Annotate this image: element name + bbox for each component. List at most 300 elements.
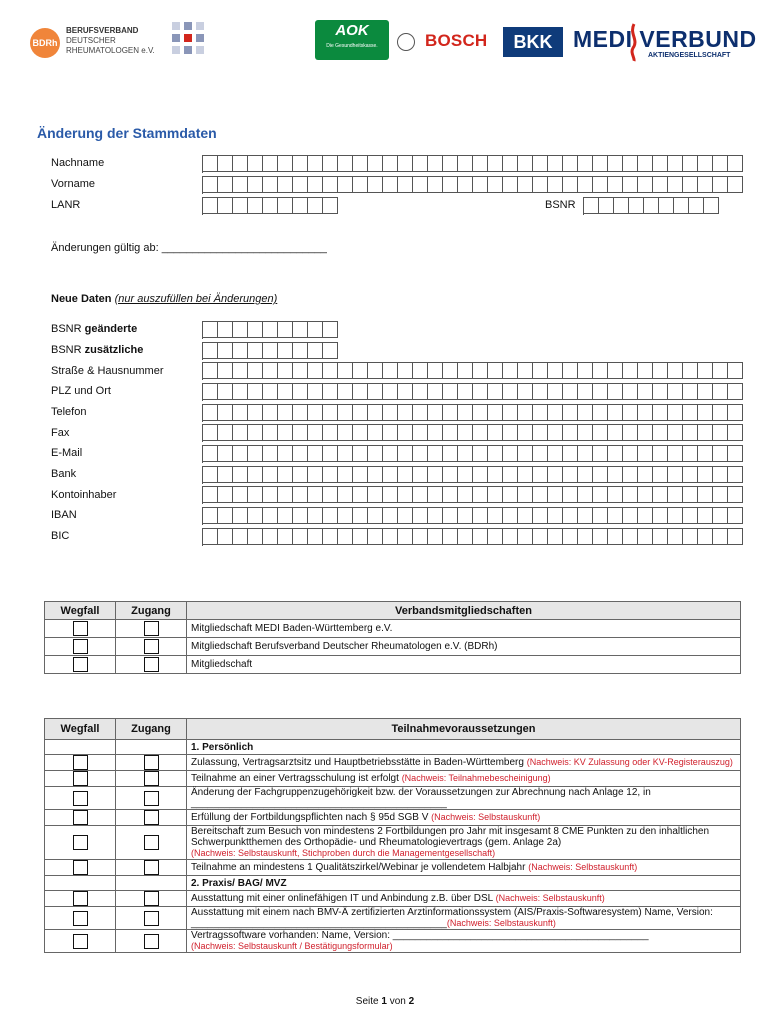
- char-cell[interactable]: [653, 156, 668, 172]
- char-cell[interactable]: [728, 405, 743, 421]
- char-cell[interactable]: [323, 384, 338, 400]
- char-cell[interactable]: [248, 425, 263, 441]
- char-cell[interactable]: [278, 198, 293, 214]
- char-cell[interactable]: [698, 508, 713, 524]
- char-cell[interactable]: [473, 508, 488, 524]
- char-cell[interactable]: [503, 508, 518, 524]
- char-cell[interactable]: [278, 363, 293, 379]
- char-cell[interactable]: [443, 405, 458, 421]
- char-cell[interactable]: [563, 446, 578, 462]
- char-cell[interactable]: [503, 425, 518, 441]
- char-cell[interactable]: [533, 156, 548, 172]
- wegfall-checkbox[interactable]: [73, 621, 88, 636]
- char-cell[interactable]: [338, 425, 353, 441]
- char-cell[interactable]: [443, 508, 458, 524]
- char-cell[interactable]: [428, 446, 443, 462]
- char-cell[interactable]: [398, 508, 413, 524]
- char-cell[interactable]: [473, 467, 488, 483]
- char-cell[interactable]: [338, 156, 353, 172]
- bsnr-zusaetzlich-input[interactable]: [202, 342, 338, 360]
- char-cell[interactable]: [578, 487, 593, 503]
- char-cell[interactable]: [713, 529, 728, 545]
- char-cell[interactable]: [638, 467, 653, 483]
- char-cell[interactable]: [593, 384, 608, 400]
- char-cell[interactable]: [458, 156, 473, 172]
- char-cell[interactable]: [263, 177, 278, 193]
- char-cell[interactable]: [338, 467, 353, 483]
- char-cell[interactable]: [263, 363, 278, 379]
- char-cell[interactable]: [593, 405, 608, 421]
- char-cell[interactable]: [278, 343, 293, 359]
- char-cell[interactable]: [563, 363, 578, 379]
- char-cell[interactable]: [593, 508, 608, 524]
- char-cell[interactable]: [638, 177, 653, 193]
- char-cell[interactable]: [308, 467, 323, 483]
- char-cell[interactable]: [398, 177, 413, 193]
- char-cell[interactable]: [728, 156, 743, 172]
- char-cell[interactable]: [503, 405, 518, 421]
- char-cell[interactable]: [563, 405, 578, 421]
- char-cell[interactable]: [383, 156, 398, 172]
- char-cell[interactable]: [308, 363, 323, 379]
- char-cell[interactable]: [518, 363, 533, 379]
- char-cell[interactable]: [233, 343, 248, 359]
- char-cell[interactable]: [248, 156, 263, 172]
- char-cell[interactable]: [413, 446, 428, 462]
- char-cell[interactable]: [728, 529, 743, 545]
- char-cell[interactable]: [518, 384, 533, 400]
- char-cell[interactable]: [698, 177, 713, 193]
- char-cell[interactable]: [308, 487, 323, 503]
- char-cell[interactable]: [578, 384, 593, 400]
- zugang-checkbox[interactable]: [144, 860, 159, 875]
- char-cell[interactable]: [218, 156, 233, 172]
- char-cell[interactable]: [503, 487, 518, 503]
- char-cell[interactable]: [278, 177, 293, 193]
- char-cell[interactable]: [383, 467, 398, 483]
- char-cell[interactable]: [413, 384, 428, 400]
- char-cell[interactable]: [353, 425, 368, 441]
- char-cell[interactable]: [593, 363, 608, 379]
- char-cell[interactable]: [518, 425, 533, 441]
- char-cell[interactable]: [503, 177, 518, 193]
- char-cell[interactable]: [338, 529, 353, 545]
- char-cell[interactable]: [308, 405, 323, 421]
- bic-input[interactable]: [202, 528, 743, 546]
- nachname-input[interactable]: [202, 155, 743, 173]
- char-cell[interactable]: [713, 384, 728, 400]
- char-cell[interactable]: [728, 363, 743, 379]
- char-cell[interactable]: [278, 487, 293, 503]
- char-cell[interactable]: [263, 405, 278, 421]
- char-cell[interactable]: [248, 322, 263, 338]
- char-cell[interactable]: [563, 529, 578, 545]
- char-cell[interactable]: [653, 363, 668, 379]
- char-cell[interactable]: [203, 467, 218, 483]
- char-cell[interactable]: [638, 156, 653, 172]
- char-cell[interactable]: [278, 508, 293, 524]
- char-cell[interactable]: [473, 529, 488, 545]
- char-cell[interactable]: [308, 156, 323, 172]
- zugang-checkbox[interactable]: [144, 835, 159, 850]
- char-cell[interactable]: [338, 405, 353, 421]
- char-cell[interactable]: [368, 467, 383, 483]
- char-cell[interactable]: [353, 363, 368, 379]
- char-cell[interactable]: [323, 508, 338, 524]
- char-cell[interactable]: [413, 487, 428, 503]
- char-cell[interactable]: [638, 425, 653, 441]
- char-cell[interactable]: [233, 529, 248, 545]
- char-cell[interactable]: [323, 467, 338, 483]
- char-cell[interactable]: [263, 467, 278, 483]
- char-cell[interactable]: [203, 177, 218, 193]
- char-cell[interactable]: [683, 156, 698, 172]
- char-cell[interactable]: [293, 467, 308, 483]
- char-cell[interactable]: [593, 446, 608, 462]
- char-cell[interactable]: [533, 405, 548, 421]
- char-cell[interactable]: [203, 446, 218, 462]
- char-cell[interactable]: [398, 363, 413, 379]
- char-cell[interactable]: [308, 446, 323, 462]
- strasse-input[interactable]: [202, 362, 743, 380]
- char-cell[interactable]: [233, 467, 248, 483]
- char-cell[interactable]: [263, 425, 278, 441]
- char-cell[interactable]: [413, 405, 428, 421]
- char-cell[interactable]: [653, 467, 668, 483]
- char-cell[interactable]: [323, 363, 338, 379]
- char-cell[interactable]: [428, 467, 443, 483]
- char-cell[interactable]: [233, 405, 248, 421]
- char-cell[interactable]: [323, 343, 338, 359]
- char-cell[interactable]: [653, 487, 668, 503]
- char-cell[interactable]: [308, 343, 323, 359]
- char-cell[interactable]: [638, 384, 653, 400]
- char-cell[interactable]: [698, 425, 713, 441]
- char-cell[interactable]: [323, 322, 338, 338]
- char-cell[interactable]: [383, 425, 398, 441]
- char-cell[interactable]: [428, 177, 443, 193]
- char-cell[interactable]: [218, 425, 233, 441]
- bsnr-geaendert-input[interactable]: [202, 321, 338, 339]
- char-cell[interactable]: [248, 384, 263, 400]
- email-input[interactable]: [202, 445, 743, 463]
- char-cell[interactable]: [668, 177, 683, 193]
- char-cell[interactable]: [353, 487, 368, 503]
- char-cell[interactable]: [263, 156, 278, 172]
- char-cell[interactable]: [728, 384, 743, 400]
- wegfall-checkbox[interactable]: [73, 911, 88, 926]
- char-cell[interactable]: [683, 467, 698, 483]
- char-cell[interactable]: [443, 425, 458, 441]
- char-cell[interactable]: [278, 156, 293, 172]
- char-cell[interactable]: [488, 467, 503, 483]
- char-cell[interactable]: [413, 425, 428, 441]
- char-cell[interactable]: [518, 487, 533, 503]
- char-cell[interactable]: [578, 425, 593, 441]
- char-cell[interactable]: [608, 384, 623, 400]
- char-cell[interactable]: [473, 384, 488, 400]
- char-cell[interactable]: [293, 198, 308, 214]
- char-cell[interactable]: [263, 508, 278, 524]
- char-cell[interactable]: [218, 343, 233, 359]
- char-cell[interactable]: [548, 508, 563, 524]
- wegfall-checkbox[interactable]: [73, 771, 88, 786]
- char-cell[interactable]: [218, 446, 233, 462]
- char-cell[interactable]: [323, 405, 338, 421]
- char-cell[interactable]: [458, 177, 473, 193]
- char-cell[interactable]: [713, 467, 728, 483]
- char-cell[interactable]: [263, 343, 278, 359]
- char-cell[interactable]: [683, 425, 698, 441]
- char-cell[interactable]: [278, 322, 293, 338]
- char-cell[interactable]: [368, 487, 383, 503]
- char-cell[interactable]: [578, 446, 593, 462]
- char-cell[interactable]: [398, 487, 413, 503]
- char-cell[interactable]: [653, 177, 668, 193]
- lanr-input[interactable]: [202, 197, 338, 215]
- char-cell[interactable]: [503, 529, 518, 545]
- char-cell[interactable]: [233, 446, 248, 462]
- char-cell[interactable]: [293, 384, 308, 400]
- char-cell[interactable]: [263, 198, 278, 214]
- char-cell[interactable]: [713, 405, 728, 421]
- char-cell[interactable]: [548, 487, 563, 503]
- char-cell[interactable]: [563, 467, 578, 483]
- char-cell[interactable]: [278, 405, 293, 421]
- char-cell[interactable]: [593, 177, 608, 193]
- zugang-checkbox[interactable]: [144, 810, 159, 825]
- char-cell[interactable]: [653, 384, 668, 400]
- char-cell[interactable]: [353, 529, 368, 545]
- char-cell[interactable]: [248, 363, 263, 379]
- char-cell[interactable]: [308, 384, 323, 400]
- char-cell[interactable]: [533, 177, 548, 193]
- char-cell[interactable]: [293, 156, 308, 172]
- char-cell[interactable]: [668, 529, 683, 545]
- char-cell[interactable]: [503, 363, 518, 379]
- char-cell[interactable]: [728, 508, 743, 524]
- char-cell[interactable]: [608, 156, 623, 172]
- char-cell[interactable]: [638, 487, 653, 503]
- char-cell[interactable]: [608, 177, 623, 193]
- char-cell[interactable]: [428, 508, 443, 524]
- zugang-checkbox[interactable]: [144, 934, 159, 949]
- wegfall-checkbox[interactable]: [73, 791, 88, 806]
- char-cell[interactable]: [338, 177, 353, 193]
- char-cell[interactable]: [428, 529, 443, 545]
- char-cell[interactable]: [293, 177, 308, 193]
- char-cell[interactable]: [728, 425, 743, 441]
- zugang-checkbox[interactable]: [144, 621, 159, 636]
- char-cell[interactable]: [458, 405, 473, 421]
- char-cell[interactable]: [533, 425, 548, 441]
- char-cell[interactable]: [368, 508, 383, 524]
- char-cell[interactable]: [698, 405, 713, 421]
- char-cell[interactable]: [278, 384, 293, 400]
- char-cell[interactable]: [383, 363, 398, 379]
- char-cell[interactable]: [458, 529, 473, 545]
- char-cell[interactable]: [293, 425, 308, 441]
- wegfall-checkbox[interactable]: [73, 639, 88, 654]
- char-cell[interactable]: [293, 322, 308, 338]
- vorname-input[interactable]: [202, 176, 743, 194]
- char-cell[interactable]: [218, 177, 233, 193]
- char-cell[interactable]: [518, 446, 533, 462]
- char-cell[interactable]: [608, 363, 623, 379]
- char-cell[interactable]: [548, 363, 563, 379]
- zugang-checkbox[interactable]: [144, 771, 159, 786]
- char-cell[interactable]: [623, 405, 638, 421]
- char-cell[interactable]: [533, 363, 548, 379]
- char-cell[interactable]: [548, 405, 563, 421]
- char-cell[interactable]: [698, 467, 713, 483]
- char-cell[interactable]: [503, 156, 518, 172]
- char-cell[interactable]: [593, 425, 608, 441]
- char-cell[interactable]: [428, 363, 443, 379]
- char-cell[interactable]: [293, 446, 308, 462]
- char-cell[interactable]: [593, 156, 608, 172]
- char-cell[interactable]: [233, 487, 248, 503]
- zugang-checkbox[interactable]: [144, 891, 159, 906]
- char-cell[interactable]: [383, 529, 398, 545]
- char-cell[interactable]: [233, 425, 248, 441]
- char-cell[interactable]: [608, 508, 623, 524]
- char-cell[interactable]: [683, 177, 698, 193]
- kontoinhaber-input[interactable]: [202, 486, 743, 504]
- char-cell[interactable]: [353, 446, 368, 462]
- char-cell[interactable]: [218, 322, 233, 338]
- wegfall-checkbox[interactable]: [73, 810, 88, 825]
- char-cell[interactable]: [458, 487, 473, 503]
- char-cell[interactable]: [293, 487, 308, 503]
- fax-input[interactable]: [202, 424, 743, 442]
- char-cell[interactable]: [668, 384, 683, 400]
- char-cell[interactable]: [713, 425, 728, 441]
- char-cell[interactable]: [698, 363, 713, 379]
- char-cell[interactable]: [653, 405, 668, 421]
- char-cell[interactable]: [383, 487, 398, 503]
- char-cell[interactable]: [383, 384, 398, 400]
- char-cell[interactable]: [458, 508, 473, 524]
- char-cell[interactable]: [668, 467, 683, 483]
- char-cell[interactable]: [599, 198, 614, 214]
- char-cell[interactable]: [689, 198, 704, 214]
- char-cell[interactable]: [248, 343, 263, 359]
- char-cell[interactable]: [233, 322, 248, 338]
- char-cell[interactable]: [443, 156, 458, 172]
- char-cell[interactable]: [233, 508, 248, 524]
- char-cell[interactable]: [503, 384, 518, 400]
- char-cell[interactable]: [704, 198, 719, 214]
- char-cell[interactable]: [308, 425, 323, 441]
- char-cell[interactable]: [518, 177, 533, 193]
- char-cell[interactable]: [398, 405, 413, 421]
- char-cell[interactable]: [488, 177, 503, 193]
- char-cell[interactable]: [503, 446, 518, 462]
- char-cell[interactable]: [518, 529, 533, 545]
- char-cell[interactable]: [578, 363, 593, 379]
- char-cell[interactable]: [443, 177, 458, 193]
- char-cell[interactable]: [263, 446, 278, 462]
- char-cell[interactable]: [203, 384, 218, 400]
- char-cell[interactable]: [578, 467, 593, 483]
- char-cell[interactable]: [323, 529, 338, 545]
- char-cell[interactable]: [308, 177, 323, 193]
- wegfall-checkbox[interactable]: [73, 934, 88, 949]
- char-cell[interactable]: [233, 156, 248, 172]
- zugang-checkbox[interactable]: [144, 755, 159, 770]
- char-cell[interactable]: [623, 384, 638, 400]
- char-cell[interactable]: [338, 363, 353, 379]
- char-cell[interactable]: [563, 508, 578, 524]
- char-cell[interactable]: [698, 446, 713, 462]
- char-cell[interactable]: [584, 198, 599, 214]
- char-cell[interactable]: [203, 198, 218, 214]
- char-cell[interactable]: [443, 363, 458, 379]
- char-cell[interactable]: [203, 156, 218, 172]
- char-cell[interactable]: [473, 177, 488, 193]
- char-cell[interactable]: [293, 405, 308, 421]
- char-cell[interactable]: [233, 384, 248, 400]
- char-cell[interactable]: [233, 177, 248, 193]
- char-cell[interactable]: [368, 529, 383, 545]
- char-cell[interactable]: [473, 363, 488, 379]
- char-cell[interactable]: [533, 487, 548, 503]
- char-cell[interactable]: [473, 425, 488, 441]
- char-cell[interactable]: [263, 384, 278, 400]
- char-cell[interactable]: [203, 343, 218, 359]
- char-cell[interactable]: [323, 156, 338, 172]
- char-cell[interactable]: [698, 156, 713, 172]
- bsnr-input[interactable]: [583, 197, 719, 215]
- char-cell[interactable]: [683, 446, 698, 462]
- char-cell[interactable]: [473, 487, 488, 503]
- char-cell[interactable]: [533, 508, 548, 524]
- char-cell[interactable]: [428, 405, 443, 421]
- char-cell[interactable]: [713, 508, 728, 524]
- char-cell[interactable]: [248, 446, 263, 462]
- char-cell[interactable]: [578, 405, 593, 421]
- char-cell[interactable]: [218, 405, 233, 421]
- char-cell[interactable]: [668, 363, 683, 379]
- char-cell[interactable]: [713, 363, 728, 379]
- char-cell[interactable]: [338, 446, 353, 462]
- char-cell[interactable]: [413, 467, 428, 483]
- char-cell[interactable]: [548, 446, 563, 462]
- char-cell[interactable]: [323, 446, 338, 462]
- char-cell[interactable]: [518, 405, 533, 421]
- char-cell[interactable]: [383, 508, 398, 524]
- char-cell[interactable]: [623, 156, 638, 172]
- char-cell[interactable]: [443, 487, 458, 503]
- char-cell[interactable]: [428, 487, 443, 503]
- char-cell[interactable]: [608, 487, 623, 503]
- char-cell[interactable]: [644, 198, 659, 214]
- char-cell[interactable]: [488, 529, 503, 545]
- char-cell[interactable]: [413, 529, 428, 545]
- char-cell[interactable]: [248, 467, 263, 483]
- char-cell[interactable]: [629, 198, 644, 214]
- char-cell[interactable]: [659, 198, 674, 214]
- char-cell[interactable]: [548, 467, 563, 483]
- char-cell[interactable]: [353, 384, 368, 400]
- char-cell[interactable]: [368, 177, 383, 193]
- char-cell[interactable]: [674, 198, 689, 214]
- char-cell[interactable]: [623, 425, 638, 441]
- char-cell[interactable]: [323, 487, 338, 503]
- char-cell[interactable]: [488, 446, 503, 462]
- char-cell[interactable]: [428, 425, 443, 441]
